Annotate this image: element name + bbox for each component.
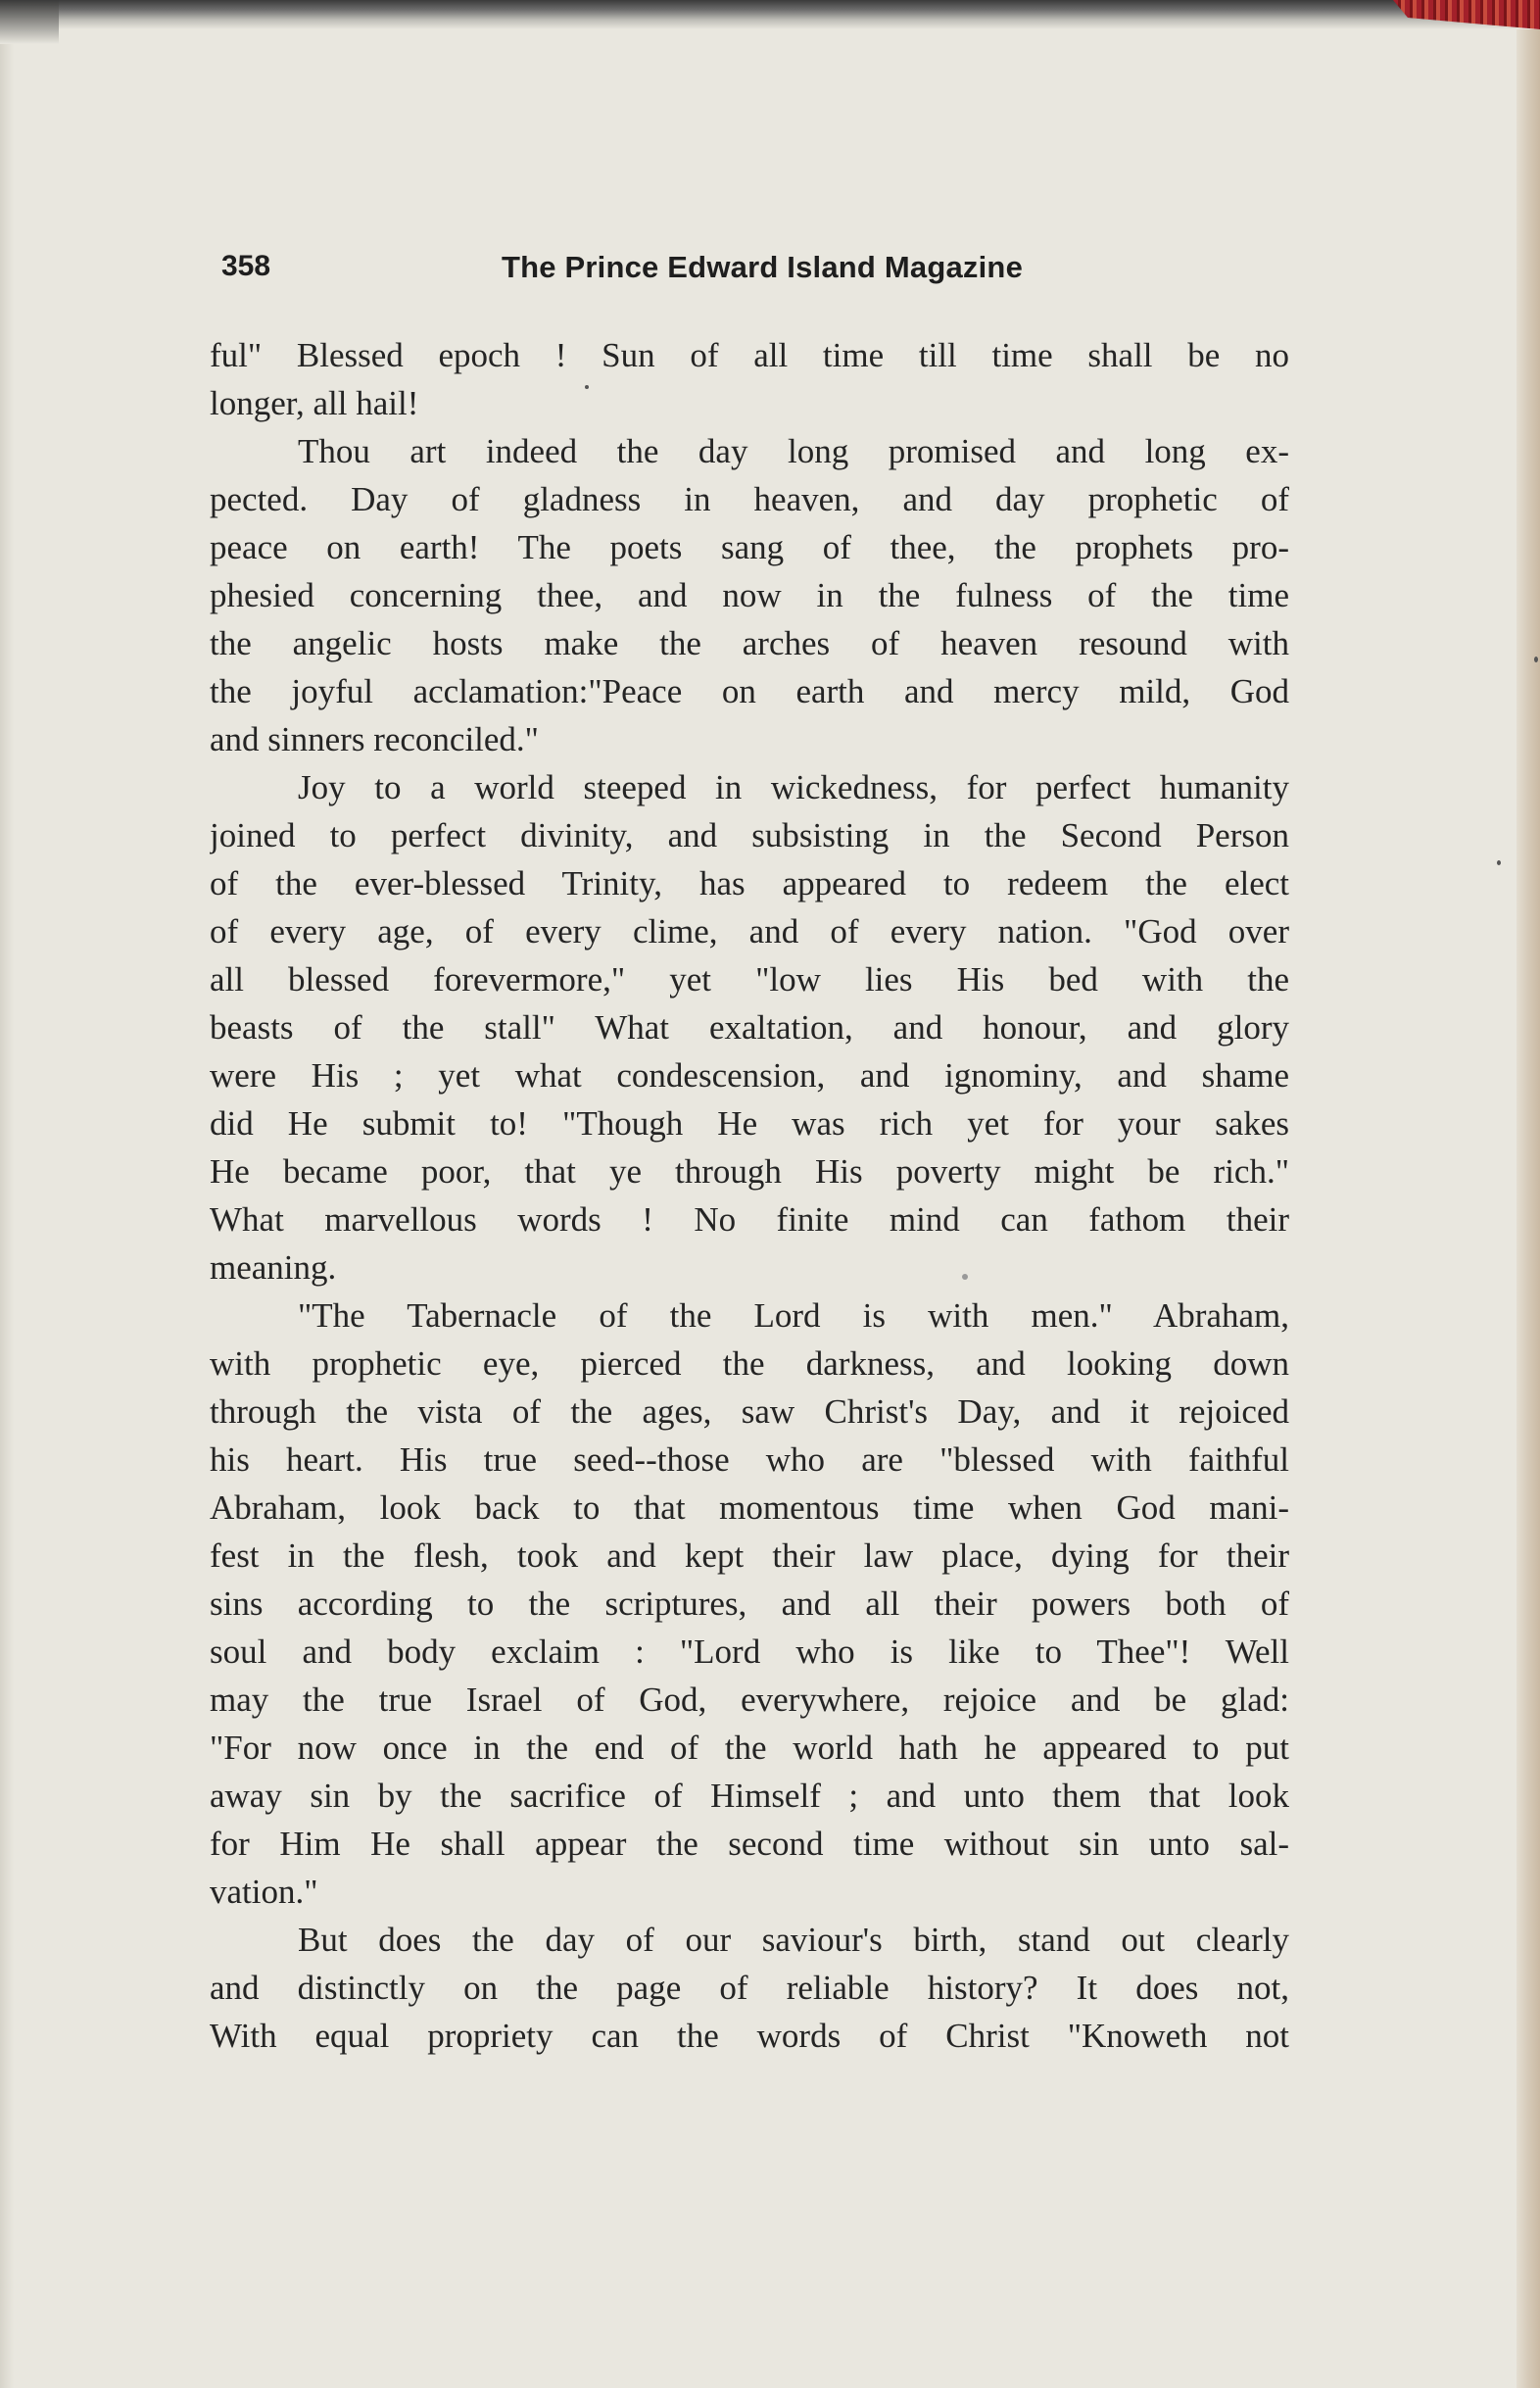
text-line: the angelic hosts make the arches of heaven resound with <box>210 624 1289 662</box>
paper-speck <box>1534 657 1538 662</box>
page-header <box>221 250 1289 289</box>
text-line: soul and body exclaim : "Lord who is like to Thee"! Well <box>210 1633 1289 1671</box>
text-line: meaning. <box>210 1248 337 1287</box>
body-text <box>210 331 1289 2060</box>
text-line: the joyful acclamation:"Peace on earth and mercy mild, God <box>210 672 1289 710</box>
text-line: did He submit to! "Though He was rich yet for your sakes <box>210 1104 1289 1143</box>
text-line: Thou art indeed the day long promised and long ex- <box>298 432 1289 470</box>
text-line: He became poor, that ye through His poverty might be rich." <box>210 1152 1289 1191</box>
page-number: 358 <box>221 250 271 282</box>
text-line: pected. Day of gladness in heaven, and day prophetic of <box>210 480 1289 518</box>
text-line: with prophetic eye, pierced the darkness, and looking down <box>210 1344 1289 1383</box>
text-line: away sin by the sacrifice of Himself ; and unto them that look <box>210 1777 1289 1815</box>
text-line: Joy to a world steeped in wickedness, for perfect humanity <box>298 768 1289 806</box>
text-line: ful" Blessed epoch ! Sun of all time till time shall be no <box>210 336 1289 374</box>
text-line: But does the day of our saviour's birth, stand out clearly <box>298 1921 1289 1959</box>
text-line: fest in the flesh, took and kept their law place, dying for their <box>210 1536 1289 1575</box>
text-line: With equal propriety can the words of Christ "Knoweth not <box>210 2017 1289 2055</box>
text-line: of the ever-blessed Trinity, has appeared to redeem the elect <box>210 864 1289 902</box>
text-line: phesied concerning thee, and now in the fulness of the time <box>210 576 1289 614</box>
text-line: "The Tabernacle of the Lord is with men." Abraham, <box>298 1296 1289 1335</box>
text-line: his heart. His true seed--those who are "blessed with faithful <box>210 1440 1289 1479</box>
text-line: may the true Israel of God, everywhere, rejoice and be glad: <box>210 1681 1289 1719</box>
paper-speck <box>1497 860 1501 865</box>
text-line: "For now once in the end of the world hath he appeared to put <box>210 1729 1289 1767</box>
page-left-edge <box>0 0 14 2388</box>
page-right-edge <box>1516 0 1540 2388</box>
text-line: and sinners reconciled." <box>210 720 539 758</box>
text-line: What marvellous words ! No finite mind can fathom their <box>210 1200 1289 1239</box>
text-line: sins according to the scriptures, and all their powers both of <box>210 1584 1289 1623</box>
text-line: were His ; yet what condescension, and ignominy, and shame <box>210 1056 1289 1095</box>
text-line: peace on earth! The poets sang of thee, the prophets pro- <box>210 528 1289 566</box>
top-left-shadow <box>0 0 59 44</box>
top-shadow <box>0 0 1540 29</box>
text-line: for Him He shall appear the second time without sin unto sal- <box>210 1825 1289 1863</box>
running-title: The Prince Edward Island Magazine <box>502 250 1024 284</box>
text-line: longer, all hail! <box>210 384 419 422</box>
text-line: joined to perfect divinity, and subsisting in the Second Person <box>210 816 1289 854</box>
text-line: through the vista of the ages, saw Christ's Day, and it rejoiced <box>210 1392 1289 1431</box>
text-line: of every age, of every clime, and of every nation. "God over <box>210 912 1289 950</box>
text-line: vation." <box>210 1873 318 1911</box>
text-line: all blessed forevermore," yet "low lies His bed with the <box>210 960 1289 999</box>
text-line: and distinctly on the page of reliable history? It does not, <box>210 1969 1289 2007</box>
text-line: Abraham, look back to that momentous time when God mani- <box>210 1488 1289 1527</box>
text-line: beasts of the stall" What exaltation, and honour, and glory <box>210 1008 1289 1047</box>
